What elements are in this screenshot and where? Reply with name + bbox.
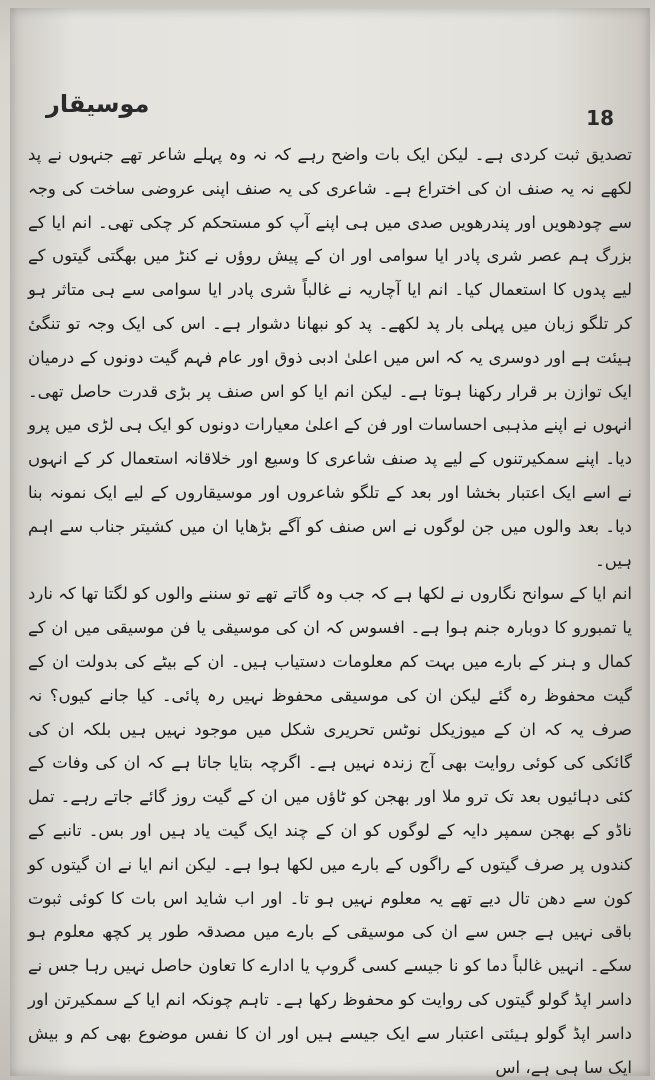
book-page bbox=[10, 8, 650, 1076]
running-title: موسیقار bbox=[46, 90, 150, 118]
paragraph-1: تصدیق ثبت کردی ہے۔ لیکن ایک بات واضح رہے کہ نہ وہ پہلے شاعر تھے جنہوں نے پد لکھے نہ یہ صنف ان کی اختراع ہے۔ شاعری کی یہ صنف اپنی عروضی ساخت کی وجہ سے چودھویں اور پندرھویں صدی میں ہی اپنے آپ کو مستحکم کر چکی تھی۔ انم ایا کے بزرگ ہم عصر شری پادر ایا سوامی اور ان کے پیش روؤں نے کنڑ میں بھگتی گیتوں کے لیے پدوں کا استعمال کیا۔ انم ایا آچاریہ نے غالباً شری پادر ایا سوامی سے ہی متاثر ہو کر تلگو زبان میں پہلی بار پد لکھے۔ پد کو نبھانا دشوار ہے۔ اس کی ایک وجہ تو تنگیٔ ہیئت ہے اور دوسری یہ کہ اس میں اعلیٰ ادبی ذوق اور عام فہم گیت دونوں کے درمیان ایک توازن بر قرار رکھنا ہوتا ہے۔ لیکن انم ایا کو اس صنف پر بڑی قدرت حاصل تھی۔ انہوں نے اپنے مذہبی احساسات اور فن کے اعلیٰ معیارات دونوں کو ایک ہی لڑی میں پرو دیا۔ اپنے سمکیرتنوں کے لیے پد صنف شاعری کا وسیع اور خلاقانہ استعمال کر کے انہوں نے اسے ایک اعتبار بخشا اور بعد کے تلگو شاعروں اور موسیقاروں کے لیے ایک نمونہ بنا دیا۔ بعد والوں میں جن لوگوں نے اس صنف کو آگے بڑھایا ان میں کشیتر جناب سے اہم ہیں۔ bbox=[28, 145, 632, 570]
body-text bbox=[28, 138, 632, 1080]
page-number: 18 bbox=[586, 106, 614, 130]
paragraph-2: انم ایا کے سوانح نگاروں نے لکھا ہے کہ جب وہ گاتے تھے تو سننے والوں کو لگتا تھا کہ نارد یا تمبورو کا دوبارہ جنم ہوا ہے۔ افسوس کہ ان کی موسیقی یا فن موسیقی میں ان کے کمال و ہنر کے بارے میں بہت کم معلومات دستیاب ہیں۔ ان کے بیٹے کی بدولت ان کے گیت محفوظ رہ گئے لیکن ان کی موسیقی محفوظ نہیں رہ پائی۔ کیا جانے کیوں؟ نہ صرف یہ کہ ان کے میوزیکل نوٹس تحریری شکل میں موجود نہیں ہیں بلکہ ان کی گائکی کی کوئی روایت بھی آج زندہ نہیں ہے۔ اگرچہ بتایا جاتا ہے کہ ان کی وفات کے کئی دہائیوں بعد تک ترو ملا اور بھجن کو ٹاؤں میں ان کے گیت روز گائے جاتے رہے۔ تمل ناڈو کے بھجن سمپر دایہ کے لوگوں کو ان کے چند ایک گیت یاد ہیں اور بس۔ تانبے کے کندوں پر صرف گیتوں کے راگوں کے بارے میں لکھا ہوا ہے۔ لیکن انم ایا نے ان گیتوں کو کون سے دھن تال دیے تھے یہ معلوم نہیں ہو تا۔ اور اب شاید اس بات کا کوئی ثبوت باقی نہیں ہے جس سے ان کی موسیقی کے بارے میں مصدقہ طور پر کچھ معلوم ہو سکے۔ انہیں غالباً دما کو نا جیسے کسی گروپ یا ادارے کا تعاون حاصل نہیں رہا جس نے داسر اپڈ گولو گیتوں کی روایت کو محفوظ رکھا ہے۔ تاہم چونکہ انم ایا کے سمکیرتن اور داسر اپڈ گولو ہیئتی اعتبار سے ایک جیسے ہیں اور ان کا نفس موضوع بھی کم و بیش ایک سا ہی ہے، اس bbox=[28, 584, 632, 1077]
